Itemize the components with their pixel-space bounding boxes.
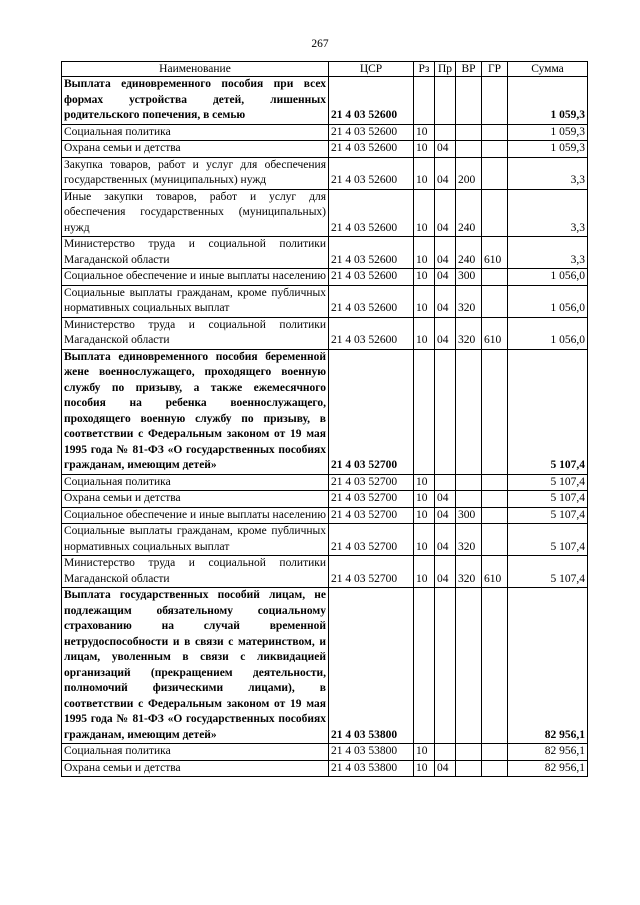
cell-sum: 1 056,0 [508, 317, 588, 349]
cell-rz: 10 [414, 317, 435, 349]
cell-pr [435, 588, 456, 744]
cell-vr [456, 141, 482, 158]
cell-name: Охрана семьи и детства [62, 491, 329, 508]
cell-sum: 5 107,4 [508, 556, 588, 588]
cell-name: Закупка товаров, работ и услуг для обеспечения государственных (муниципальных) нужд [62, 157, 329, 189]
cell-pr: 04 [435, 507, 456, 524]
header-csr: ЦСР [329, 62, 414, 77]
cell-pr [435, 349, 456, 474]
cell-vr [456, 124, 482, 141]
table-row [62, 124, 588, 141]
table-row [62, 157, 588, 189]
cell-sum: 82 956,1 [508, 760, 588, 777]
cell-csr: 21 4 03 52600 [329, 124, 414, 141]
cell-name: Министерство труда и социальной политики Магаданской области [62, 556, 329, 588]
cell-gr [482, 588, 508, 744]
table-row [62, 524, 588, 556]
table-row [62, 556, 588, 588]
cell-name: Министерство труда и социальной политики Магаданской области [62, 317, 329, 349]
table-row [62, 237, 588, 269]
cell-rz: 10 [414, 237, 435, 269]
budget-table [61, 61, 588, 777]
page-number: 267 [311, 38, 329, 50]
table-body [62, 77, 588, 777]
cell-vr [456, 491, 482, 508]
cell-pr: 04 [435, 237, 456, 269]
table-row [62, 141, 588, 158]
table-row [62, 349, 588, 474]
table-row [62, 189, 588, 237]
cell-name: Охрана семьи и детства [62, 141, 329, 158]
cell-name: Социальные выплаты гражданам, кроме публичных нормативных социальных выплат [62, 524, 329, 556]
cell-csr: 21 4 03 53800 [329, 760, 414, 777]
table-row [62, 77, 588, 125]
cell-pr: 04 [435, 285, 456, 317]
cell-rz: 10 [414, 556, 435, 588]
cell-pr [435, 474, 456, 491]
cell-csr: 21 4 03 52700 [329, 507, 414, 524]
cell-gr [482, 189, 508, 237]
cell-vr: 320 [456, 285, 482, 317]
cell-pr: 04 [435, 556, 456, 588]
cell-rz: 10 [414, 744, 435, 761]
cell-vr [456, 77, 482, 125]
cell-sum: 5 107,4 [508, 524, 588, 556]
cell-gr [482, 285, 508, 317]
cell-pr [435, 744, 456, 761]
cell-pr: 04 [435, 524, 456, 556]
table-row [62, 285, 588, 317]
cell-sum: 5 107,4 [508, 507, 588, 524]
cell-gr [482, 349, 508, 474]
cell-sum: 1 059,3 [508, 77, 588, 125]
cell-vr [456, 760, 482, 777]
table-row [62, 317, 588, 349]
table-row [62, 474, 588, 491]
cell-name: Социальная политика [62, 744, 329, 761]
cell-rz [414, 77, 435, 125]
cell-gr [482, 77, 508, 125]
cell-gr [482, 474, 508, 491]
cell-gr [482, 124, 508, 141]
cell-sum: 82 956,1 [508, 744, 588, 761]
table-row [62, 269, 588, 286]
cell-name: Социальное обеспечение и иные выплаты населению [62, 269, 329, 286]
cell-sum: 3,3 [508, 237, 588, 269]
cell-csr: 21 4 03 52700 [329, 556, 414, 588]
cell-name: Министерство труда и социальной политики Магаданской области [62, 237, 329, 269]
table-row [62, 588, 588, 744]
cell-csr: 21 4 03 53800 [329, 588, 414, 744]
cell-csr: 21 4 03 52600 [329, 285, 414, 317]
cell-vr [456, 349, 482, 474]
cell-gr [482, 760, 508, 777]
cell-rz: 10 [414, 285, 435, 317]
cell-rz: 10 [414, 189, 435, 237]
cell-sum: 1 056,0 [508, 269, 588, 286]
cell-vr: 240 [456, 189, 482, 237]
table-row [62, 760, 588, 777]
cell-rz: 10 [414, 124, 435, 141]
cell-name: Выплата единовременного пособия при всех формах устройства детей, лишенных родительского попечения, в семью [62, 77, 329, 125]
cell-name: Охрана семьи и детства [62, 760, 329, 777]
table-header [62, 62, 588, 77]
cell-sum: 3,3 [508, 189, 588, 237]
cell-sum: 82 956,1 [508, 588, 588, 744]
cell-csr: 21 4 03 52600 [329, 269, 414, 286]
cell-name: Социальное обеспечение и иные выплаты населению [62, 507, 329, 524]
cell-name: Выплата единовременного пособия беременной жене военнослужащего, проходящего военную службу по призыву, а также ежемесячного пособия на ребенка военнослужащего, проходящего военную службу по призыву, в соответствии с Федеральным законом от 19 мая 1995 года № 81-ФЗ «О государственных пособиях гражданам, имеющим детей» [62, 349, 329, 474]
table-row [62, 491, 588, 508]
cell-gr [482, 141, 508, 158]
cell-vr [456, 588, 482, 744]
header-vr: ВР [456, 62, 482, 77]
cell-gr [482, 744, 508, 761]
cell-csr: 21 4 03 52600 [329, 77, 414, 125]
cell-vr: 200 [456, 157, 482, 189]
table-row [62, 507, 588, 524]
header-gr: ГР [482, 62, 508, 77]
cell-csr: 21 4 03 52600 [329, 189, 414, 237]
cell-pr [435, 124, 456, 141]
cell-pr: 04 [435, 491, 456, 508]
cell-pr: 04 [435, 189, 456, 237]
cell-csr: 21 4 03 52600 [329, 317, 414, 349]
cell-rz [414, 349, 435, 474]
cell-pr: 04 [435, 157, 456, 189]
cell-pr [435, 77, 456, 125]
cell-csr: 21 4 03 52600 [329, 141, 414, 158]
cell-vr [456, 744, 482, 761]
cell-name: Иные закупки товаров, работ и услуг для обеспечения государственных (муниципальных) нужд [62, 189, 329, 237]
cell-name: Социальные выплаты гражданам, кроме публичных нормативных социальных выплат [62, 285, 329, 317]
cell-rz [414, 588, 435, 744]
cell-vr: 320 [456, 524, 482, 556]
cell-rz: 10 [414, 474, 435, 491]
cell-rz: 10 [414, 269, 435, 286]
cell-sum: 1 059,3 [508, 124, 588, 141]
cell-rz: 10 [414, 157, 435, 189]
cell-sum: 1 056,0 [508, 285, 588, 317]
cell-sum: 5 107,4 [508, 349, 588, 474]
cell-vr: 240 [456, 237, 482, 269]
cell-rz: 10 [414, 760, 435, 777]
cell-vr: 320 [456, 556, 482, 588]
cell-gr [482, 524, 508, 556]
cell-name: Социальная политика [62, 124, 329, 141]
cell-pr: 04 [435, 141, 456, 158]
cell-pr: 04 [435, 269, 456, 286]
cell-gr [482, 507, 508, 524]
cell-vr: 300 [456, 269, 482, 286]
cell-vr: 320 [456, 317, 482, 349]
cell-csr: 21 4 03 52700 [329, 474, 414, 491]
header-sum: Сумма [508, 62, 588, 77]
header-rz: Рз [414, 62, 435, 77]
cell-csr: 21 4 03 52700 [329, 349, 414, 474]
cell-gr [482, 269, 508, 286]
cell-rz: 10 [414, 524, 435, 556]
cell-rz: 10 [414, 141, 435, 158]
cell-name: Выплата государственных пособий лицам, не подлежащим обязательному социальному страхованию на случай временной нетрудоспособности и в связи с материнством, и лицам, уволенным в связи с ликвидацией организаций (прекращением деятельности, полномочий физическими лицами), в соответствии с Федеральным законом от 19 мая 1995 года № 81-ФЗ «О государственных пособиях гражданам, имеющим детей» [62, 588, 329, 744]
cell-gr [482, 157, 508, 189]
cell-csr: 21 4 03 52600 [329, 237, 414, 269]
cell-sum: 5 107,4 [508, 491, 588, 508]
cell-csr: 21 4 03 52700 [329, 524, 414, 556]
cell-rz: 10 [414, 507, 435, 524]
cell-gr: 610 [482, 237, 508, 269]
cell-name: Социальная политика [62, 474, 329, 491]
table-row [62, 744, 588, 761]
cell-csr: 21 4 03 53800 [329, 744, 414, 761]
cell-vr [456, 474, 482, 491]
cell-pr: 04 [435, 760, 456, 777]
header-pr: Пр [435, 62, 456, 77]
cell-gr [482, 491, 508, 508]
cell-gr: 610 [482, 317, 508, 349]
cell-rz: 10 [414, 491, 435, 508]
cell-sum: 3,3 [508, 157, 588, 189]
cell-pr: 04 [435, 317, 456, 349]
cell-sum: 1 059,3 [508, 141, 588, 158]
cell-vr: 300 [456, 507, 482, 524]
cell-gr: 610 [482, 556, 508, 588]
cell-csr: 21 4 03 52700 [329, 491, 414, 508]
cell-csr: 21 4 03 52600 [329, 157, 414, 189]
cell-sum: 5 107,4 [508, 474, 588, 491]
header-name: Наименование [62, 62, 329, 77]
